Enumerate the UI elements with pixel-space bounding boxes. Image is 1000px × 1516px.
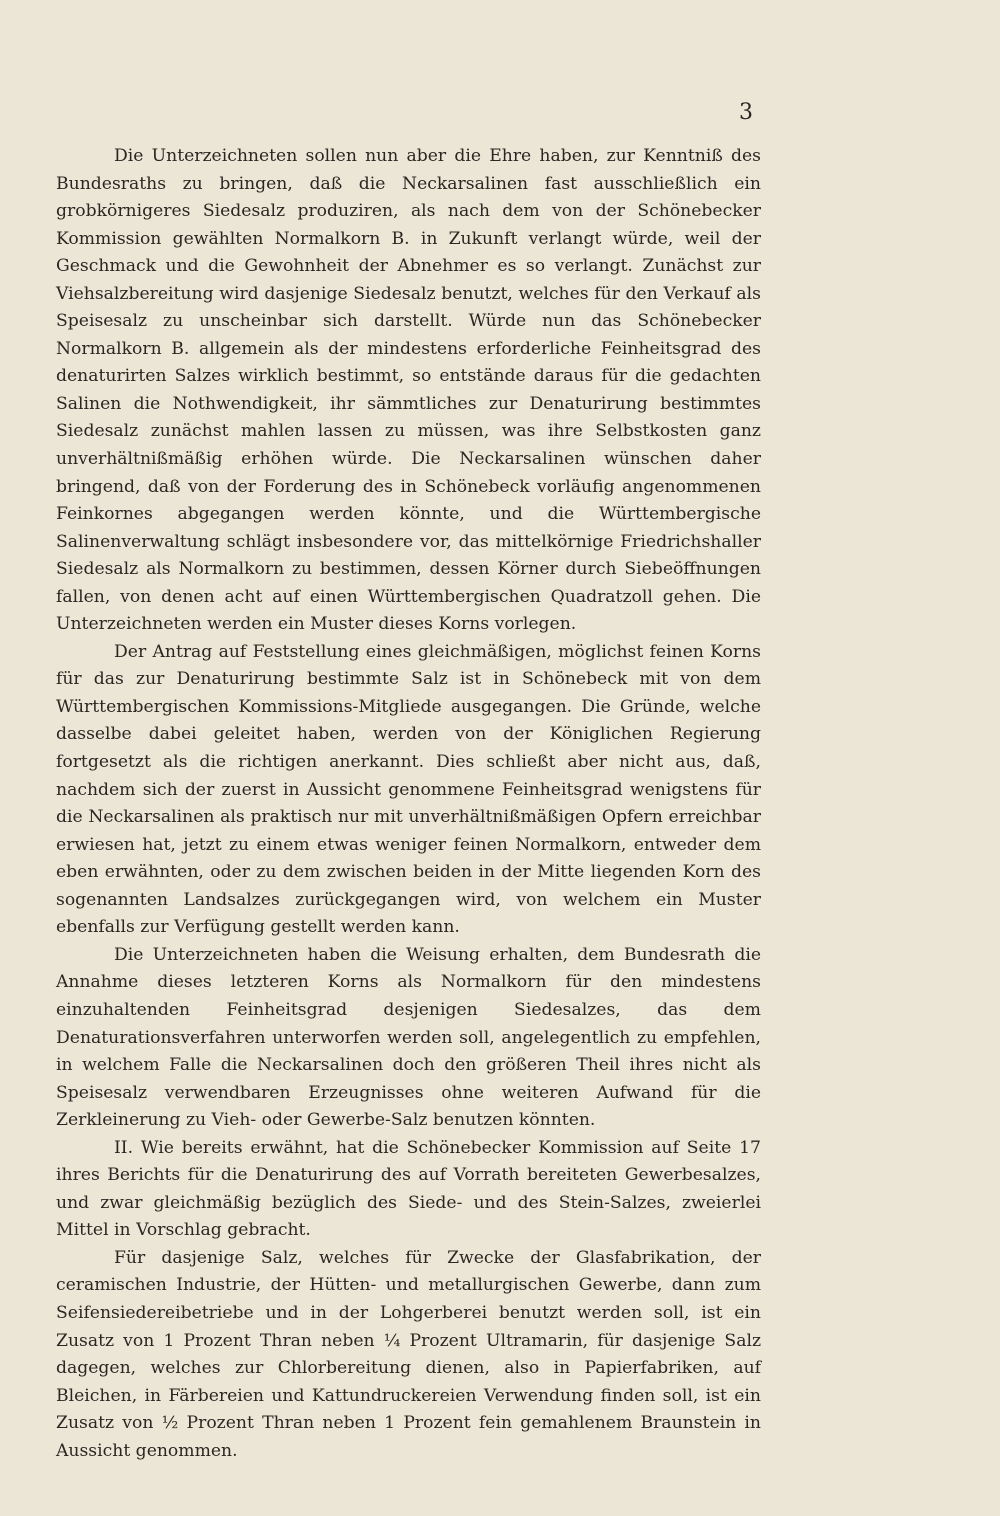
paragraph-1: Die Unterzeichneten sollen nun aber die Ehre haben, zur Kenntniß des Bundesraths zu bringen, daß die Neckarsalinen fast ausschließlich ein grobkörnigeres Siedesalz produziren, als nach dem von der Schönebecker Kommission gewählten Normalkorn B. in Zukunft verlangt würde, weil der Geschmack und die Gewohnheit der Abnehmer es so verlangt. Zunächst zur Viehsalzbereitung wird dasjenige Siedesalz benutzt, welches für den Verkauf als Speisesalz zu unscheinbar sich darstellt. Würde nun das Schönebecker Normalkorn B. allgemein als der mindestens erforderliche Feinheitsgrad des denaturirten Salzes wirklich bestimmt, so entstände daraus für die gedachten Salinen die Nothwendigkeit, ihr sämmtliches zur Denaturirung bestimmtes Siedesalz zunächst mahlen lassen zu müssen, was ihre Selbstkosten ganz unverhältnißmäßig erhöhen würde. Die Neckarsalinen wünschen daher bringend, daß von der Forderung des in Schönebeck vorläufig angenommenen Feinkornes abgegangen werden könnte, und die Württembergische Salinenverwaltung schlägt insbesondere vor, das mittelkörnige Friedrichshaller Siedesalz als Normalkorn zu bestimmen, dessen Körner durch Siebeöffnungen fallen, von denen acht auf einen Württembergischen Quadratzoll gehen. Die Unterzeichneten werden ein Muster dieses Korns vorlegen.	[56, 146, 761, 635]
paragraph-4: II. Wie bereits erwähnt, hat die Schönebecker Kommission auf Seite 17 ihres Berichts für die Denaturirung des auf Vorrath bereiteten Gewerbesalzes, und zwar gleichmäßig bezüglich des Siede- und des Stein-Salzes, zweierlei Mittel in Vorschlag gebracht.	[56, 1137, 761, 1241]
body-text	[56, 143, 761, 1465]
paragraph-3: Die Unterzeichneten haben die Weisung erhalten, dem Bundesrath die Annahme dieses letzteren Korns als Normalkorn für den mindestens einzuhaltenden Feinheitsgrad desjenigen Siedesalzes, das dem Denaturationsverfahren unterworfen werden soll, angelegentlich zu empfehlen, in welchem Falle die Neckarsalinen doch den größeren Theil ihres nicht als Speisesalz verwendbaren Erzeugnisses ohne weiteren Aufwand für die Zerkleinerung zu Vieh- oder Gewerbe-Salz benutzen könnten.	[56, 944, 761, 1131]
paragraph-5: Für dasjenige Salz, welches für Zwecke der Glasfabrikation, der ceramischen Industrie, der Hütten- und metallurgischen Gewerbe, dann zum Seifensiedereibetriebe und in der Lohgerberei benutzt werden soll, ist ein Zusatz von 1 Prozent Thran neben ¼ Prozent Ultramarin, für dasjenige Salz dagegen, welches zur Chlorbereitung dienen, also in Papierfabriken, auf Bleichen, in Färbereien und Kattundruckereien Verwendung finden soll, ist ein Zusatz von ½ Prozent Thran neben 1 Prozent fein gemahlenem Braunstein in Aussicht genommen.	[56, 1247, 761, 1461]
page-number: 3	[739, 100, 753, 125]
paragraph-2: Der Antrag auf Feststellung eines gleichmäßigen, möglichst feinen Korns für das zur Denaturirung bestimmte Salz ist in Schönebeck mit von dem Württembergischen Kommissions-Mitgliede ausgegangen. Die Gründe, welche dasselbe dabei geleitet haben, werden von der Königlichen Regierung fortgesetzt als die richtigen anerkannt. Dies schließt aber nicht aus, daß, nachdem sich der zuerst in Aussicht genommene Feinheitsgrad wenigstens für die Neckarsalinen als praktisch nur mit unverhältnißmäßigen Opfern erreichbar erwiesen hat, jetzt zu einem etwas weniger feinen Normalkorn, entweder dem eben erwähnten, oder zu dem zwischen beiden in der Mitte liegenden Korn des sogenannten Landsalzes zurückgegangen wird, von welchem ein Muster ebenfalls zur Verfügung gestellt werden kann.	[56, 641, 761, 938]
